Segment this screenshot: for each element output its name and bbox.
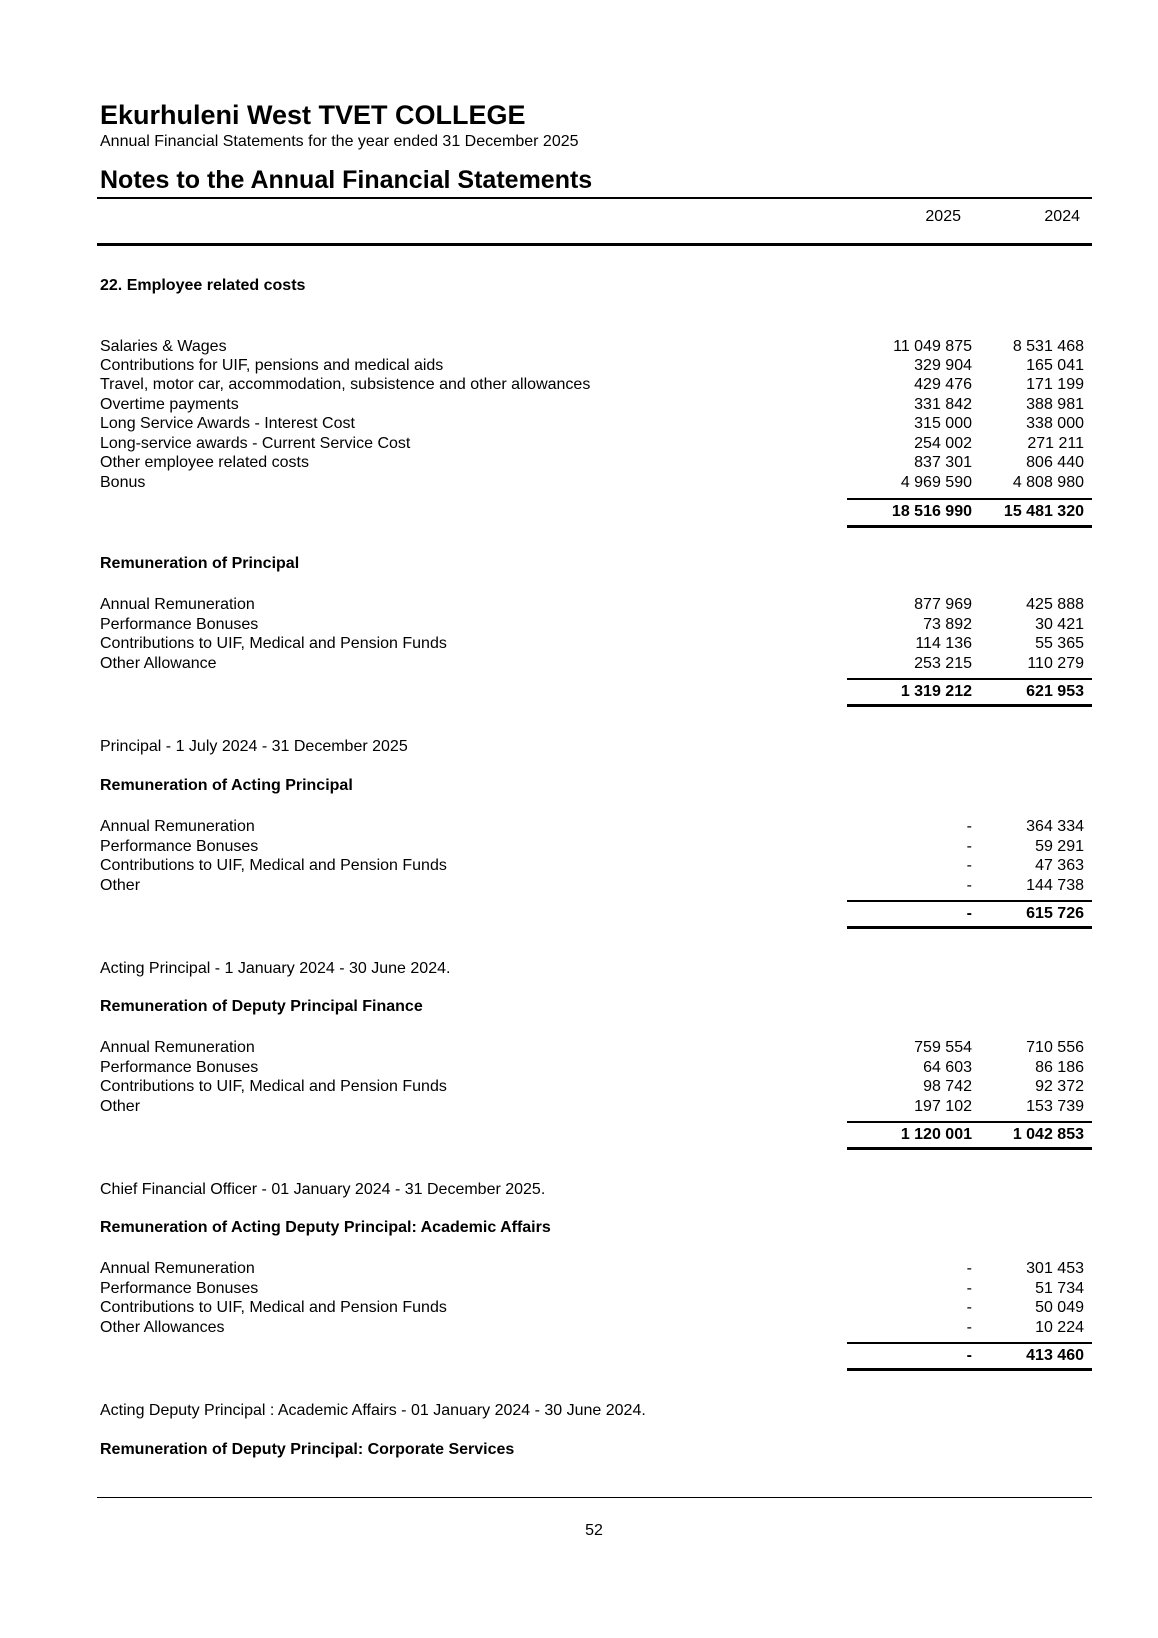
row-label: Contributions to UIF, Medical and Pension Funds xyxy=(100,1299,447,1316)
subtotal-rule xyxy=(847,900,1092,902)
row-label: Contributions to UIF, Medical and Pension Funds xyxy=(100,857,447,874)
table-row xyxy=(100,1038,1090,1058)
row-label: Performance Bonuses xyxy=(100,1059,259,1076)
row-label: Long-service awards - Current Service Cost xyxy=(100,435,411,452)
column-header-2025: 2025 xyxy=(925,208,961,225)
row-label: Annual Remuneration xyxy=(100,1260,255,1277)
value-2025: - xyxy=(966,1280,972,1297)
principal-title: Remuneration of Principal xyxy=(100,555,300,572)
value-2025: 98 742 xyxy=(923,1078,972,1095)
college-name: Ekurhuleni West TVET COLLEGE xyxy=(100,100,526,130)
row-label: Performance Bonuses xyxy=(100,1280,259,1297)
row-label: Contributions to UIF, Medical and Pension Funds xyxy=(100,1078,447,1095)
value-2025: - xyxy=(966,838,972,855)
deputy-corporate-title: Remuneration of Deputy Principal: Corporate Services xyxy=(100,1441,515,1458)
value-2025: 759 554 xyxy=(914,1039,972,1056)
value-2025: 253 215 xyxy=(914,655,972,672)
table-row xyxy=(100,634,1090,654)
note-22-title: 22. Employee related costs xyxy=(100,277,306,294)
header-bottom-rule xyxy=(97,243,1092,246)
table-row xyxy=(100,414,1090,434)
subtotal-rule xyxy=(847,678,1092,680)
total-rule xyxy=(847,926,1092,929)
value-2025: 4 969 590 xyxy=(900,474,972,491)
value-2025: - xyxy=(966,818,972,835)
value-2024: 153 739 xyxy=(1026,1098,1084,1115)
value-2024: 10 224 xyxy=(1035,1319,1084,1336)
total-2024: 15 481 320 xyxy=(1003,503,1084,520)
total-2024: 621 953 xyxy=(1026,683,1084,700)
table-row xyxy=(100,876,1090,896)
statement-subtitle: Annual Financial Statements for the year ended 31 December 2025 xyxy=(100,133,579,150)
value-2024: 110 279 xyxy=(1027,655,1084,672)
header-top-rule xyxy=(97,197,1092,199)
table-row xyxy=(100,817,1090,837)
acting-principal-period-note: Acting Principal - 1 January 2024 - 30 June 2024. xyxy=(100,960,451,977)
row-label: Other xyxy=(100,1098,141,1115)
total-2025: 1 120 001 xyxy=(900,1126,972,1143)
value-2025: 254 002 xyxy=(914,435,972,452)
value-2024: 271 211 xyxy=(1027,435,1084,452)
table-row xyxy=(100,1259,1090,1279)
value-2024: 388 981 xyxy=(1026,396,1084,413)
row-label: Other Allowances xyxy=(100,1319,225,1336)
table-row xyxy=(100,1097,1090,1117)
table-row xyxy=(100,595,1090,615)
total-row xyxy=(100,682,1090,702)
row-label: Performance Bonuses xyxy=(100,616,259,633)
value-2025: 877 969 xyxy=(914,596,972,613)
table-row xyxy=(100,1058,1090,1078)
total-row xyxy=(100,1346,1090,1366)
table-row xyxy=(100,1298,1090,1318)
value-2024: 51 734 xyxy=(1035,1280,1084,1297)
value-2025: 11 049 875 xyxy=(893,338,972,355)
total-2024: 615 726 xyxy=(1026,905,1084,922)
table-row xyxy=(100,837,1090,857)
table-row xyxy=(100,473,1090,493)
deputy-finance-title: Remuneration of Deputy Principal Finance xyxy=(100,998,423,1015)
column-header-2024: 2024 xyxy=(1044,208,1080,225)
value-2025: 197 102 xyxy=(914,1098,972,1115)
acting-deputy-academic-title: Remuneration of Acting Deputy Principal: Academic Affairs xyxy=(100,1219,551,1236)
page-number: 52 xyxy=(585,1522,603,1539)
value-2025: 329 904 xyxy=(914,357,972,374)
table-row xyxy=(100,615,1090,635)
total-row xyxy=(100,904,1090,924)
table-row xyxy=(100,375,1090,395)
footer-rule xyxy=(97,1497,1092,1498)
total-row xyxy=(100,1125,1090,1145)
value-2024: 171 199 xyxy=(1026,376,1084,393)
table-row xyxy=(100,1318,1090,1338)
row-label: Long Service Awards - Interest Cost xyxy=(100,415,355,432)
section-heading: Notes to the Annual Financial Statements xyxy=(100,166,593,194)
value-2024: 710 556 xyxy=(1026,1039,1084,1056)
total-row xyxy=(100,502,1090,522)
value-2024: 59 291 xyxy=(1035,838,1084,855)
table-row xyxy=(100,356,1090,376)
row-label: Other xyxy=(100,877,141,894)
value-2024: 4 808 980 xyxy=(1012,474,1084,491)
value-2025: 315 000 xyxy=(914,415,972,432)
table-row xyxy=(100,434,1090,454)
row-label: Salaries & Wages xyxy=(100,338,227,355)
total-rule xyxy=(847,1368,1092,1371)
table-row xyxy=(100,856,1090,876)
row-label: Annual Remuneration xyxy=(100,818,255,835)
table-row xyxy=(100,1279,1090,1299)
value-2024: 47 363 xyxy=(1035,857,1084,874)
value-2024: 86 186 xyxy=(1035,1059,1084,1076)
value-2024: 55 365 xyxy=(1035,635,1084,652)
value-2025: - xyxy=(966,1299,972,1316)
total-2025: - xyxy=(966,905,972,922)
table-row xyxy=(100,337,1090,357)
table-row xyxy=(100,395,1090,415)
deputy-finance-period-note: Chief Financial Officer - 01 January 2024 - 31 December 2025. xyxy=(100,1181,546,1198)
acting-principal-title: Remuneration of Acting Principal xyxy=(100,777,353,794)
value-2024: 301 453 xyxy=(1026,1260,1084,1277)
row-label: Other employee related costs xyxy=(100,454,309,471)
value-2024: 92 372 xyxy=(1035,1078,1084,1095)
total-2024: 1 042 853 xyxy=(1012,1126,1084,1143)
value-2024: 144 738 xyxy=(1026,877,1084,894)
value-2024: 8 531 468 xyxy=(1012,338,1084,355)
value-2025: 331 842 xyxy=(914,396,972,413)
row-label: Travel, motor car, accommodation, subsistence and other allowances xyxy=(100,376,591,393)
row-label: Contributions to UIF, Medical and Pension Funds xyxy=(100,635,447,652)
value-2024: 806 440 xyxy=(1026,454,1084,471)
value-2025: 429 476 xyxy=(914,376,972,393)
row-label: Bonus xyxy=(100,474,146,491)
row-label: Performance Bonuses xyxy=(100,838,259,855)
total-rule xyxy=(847,1147,1092,1150)
acting-deputy-academic-period-note: Acting Deputy Principal : Academic Affairs - 01 January 2024 - 30 June 2024. xyxy=(100,1402,646,1419)
total-2025: 18 516 990 xyxy=(891,503,972,520)
total-rule xyxy=(847,704,1092,707)
subtotal-rule xyxy=(847,498,1092,500)
value-2025: 114 136 xyxy=(915,635,972,652)
value-2025: - xyxy=(966,877,972,894)
value-2025: - xyxy=(966,1260,972,1277)
table-row xyxy=(100,654,1090,674)
value-2024: 50 049 xyxy=(1035,1299,1084,1316)
row-label: Other Allowance xyxy=(100,655,217,672)
row-label: Annual Remuneration xyxy=(100,1039,255,1056)
row-label: Overtime payments xyxy=(100,396,239,413)
principal-period-note: Principal - 1 July 2024 - 31 December 2025 xyxy=(100,738,408,755)
value-2024: 338 000 xyxy=(1026,415,1084,432)
total-2025: 1 319 212 xyxy=(900,683,972,700)
total-2025: - xyxy=(966,1347,972,1364)
subtotal-rule xyxy=(847,1342,1092,1344)
subtotal-rule xyxy=(847,1121,1092,1123)
total-2024: 413 460 xyxy=(1026,1347,1084,1364)
value-2025: - xyxy=(966,1319,972,1336)
value-2025: 837 301 xyxy=(914,454,972,471)
value-2025: 73 892 xyxy=(923,616,972,633)
value-2025: 64 603 xyxy=(923,1059,972,1076)
value-2024: 165 041 xyxy=(1026,357,1084,374)
value-2024: 364 334 xyxy=(1026,818,1084,835)
table-row xyxy=(100,1077,1090,1097)
table-row xyxy=(100,453,1090,473)
row-label: Annual Remuneration xyxy=(100,596,255,613)
total-rule xyxy=(847,525,1092,528)
value-2025: - xyxy=(966,857,972,874)
row-label: Contributions for UIF, pensions and medical aids xyxy=(100,357,444,374)
value-2024: 30 421 xyxy=(1035,616,1084,633)
value-2024: 425 888 xyxy=(1026,596,1084,613)
